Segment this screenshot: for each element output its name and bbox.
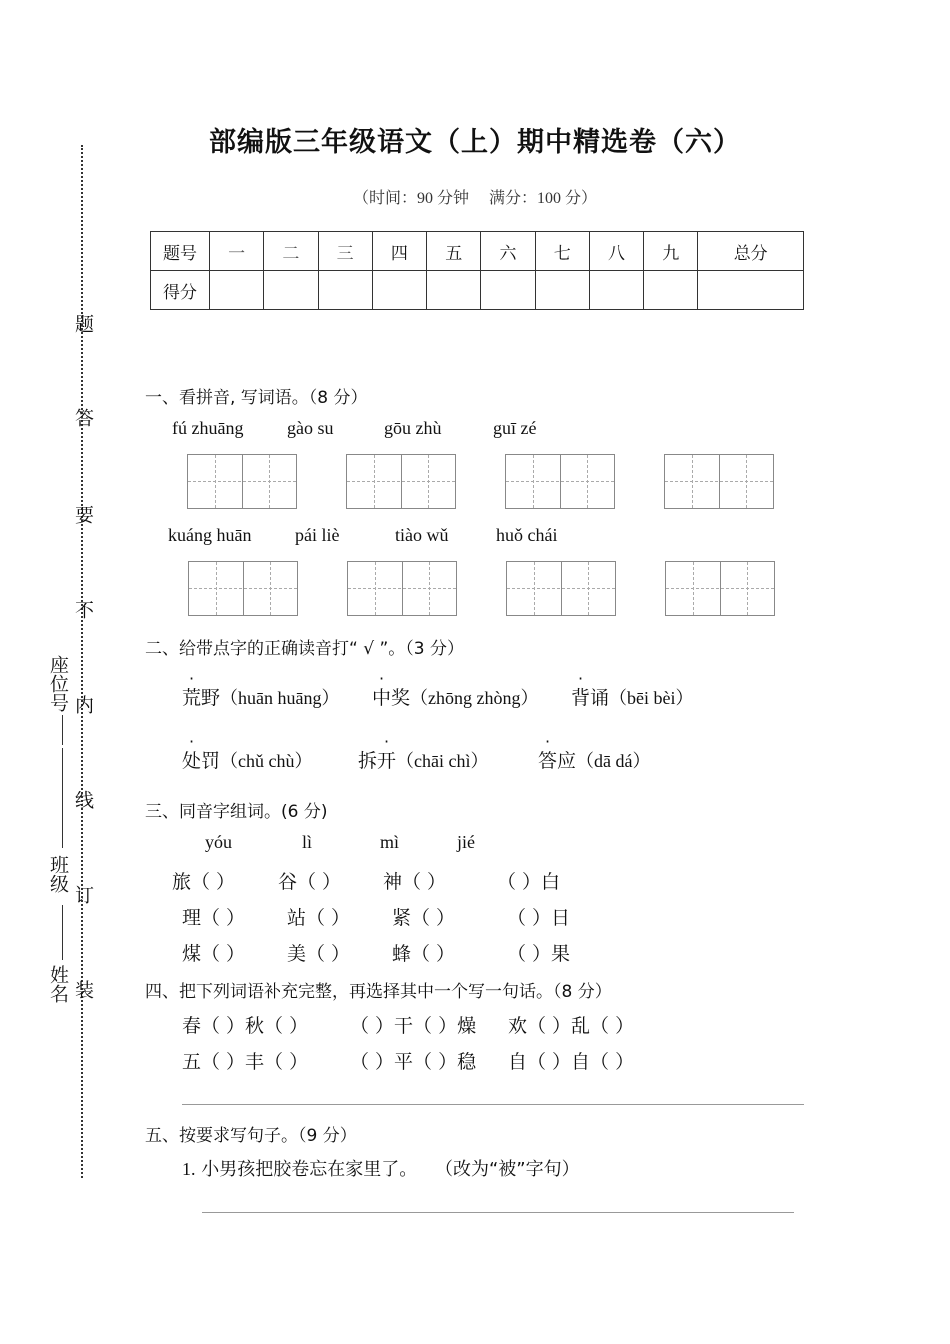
reading-options: （dā dá） <box>576 751 651 771</box>
q3-heading: 三、同音字组词。(6 分) <box>145 802 328 822</box>
dotted-char: 背 <box>571 687 591 709</box>
q3-cell[interactable]: 谷（ ） <box>278 871 342 893</box>
q4-cell[interactable]: 春（ ）秋（ ） <box>182 1015 309 1037</box>
q3-pinyin: mì <box>380 832 400 852</box>
reading-options: （chāi chì） <box>396 751 489 771</box>
score-cell[interactable] <box>210 271 264 310</box>
header-cell: 四 <box>372 232 426 271</box>
q3-cell[interactable]: （ ）日 <box>507 907 571 929</box>
q2-item[interactable] <box>571 683 694 710</box>
item-requirement: （改为“被”字句） <box>434 1159 580 1180</box>
page-title: 部编版三年级语文（上）期中精选卷（六） <box>209 127 741 158</box>
q3-cell[interactable]: 理（ ） <box>182 907 246 929</box>
q2-heading: 二、给带点字的正确读音打“ √ ”。（3 分） <box>145 639 464 659</box>
dotted-char: 荒 <box>182 687 202 709</box>
q1-pinyin: huǒ chái <box>496 525 558 545</box>
class-label: 班级 <box>47 855 69 893</box>
seat-number-label: 座位号 <box>47 655 69 712</box>
q3-cell[interactable]: （ ）白 <box>497 871 561 893</box>
score-table-score-row <box>151 271 804 310</box>
q1-heading: 一、看拼音, 写词语。（8 分） <box>145 388 368 408</box>
dotted-char: 开 <box>377 750 397 772</box>
q3-cell[interactable]: 煤（ ） <box>182 943 246 965</box>
q2-item[interactable] <box>372 683 539 710</box>
writing-grid[interactable] <box>187 454 297 509</box>
q3-cell[interactable]: 蜂（ ） <box>392 943 456 965</box>
header-cell: 八 <box>589 232 643 271</box>
q2-item[interactable] <box>182 746 313 773</box>
q1-pinyin: tiào wǔ <box>395 525 449 545</box>
q2-item[interactable] <box>538 746 651 773</box>
margin-word-da: 答 <box>72 408 94 427</box>
q3-pinyin: yóu <box>205 832 232 852</box>
dotted-char: 答 <box>538 750 558 772</box>
margin-word-nei: 内 <box>72 695 94 714</box>
header-cell: 九 <box>644 232 698 271</box>
score-cell[interactable] <box>372 271 426 310</box>
margin-word-bu: 不 <box>72 600 94 619</box>
score-cell[interactable] <box>427 271 481 310</box>
dotted-char: 中 <box>372 687 392 709</box>
header-cell: 五 <box>427 232 481 271</box>
score-table-header-row <box>151 232 804 271</box>
q3-cell[interactable]: 美（ ） <box>287 943 351 965</box>
q4-cell[interactable]: 欢（ ）乱（ ） <box>508 1015 635 1037</box>
class-line <box>62 748 63 848</box>
q4-cell[interactable]: 五（ ）丰（ ） <box>182 1051 309 1073</box>
margin-word-xian: 线 <box>72 790 94 809</box>
exam-time-info: （时间：90 分钟 满分：100 分） <box>352 190 597 207</box>
q4-cell[interactable]: （ ）干（ ）燥 <box>350 1015 477 1037</box>
writing-grid[interactable] <box>346 454 456 509</box>
q4-answer-line[interactable] <box>182 1104 804 1105</box>
writing-grid[interactable] <box>347 561 457 616</box>
q2-item[interactable] <box>182 683 340 710</box>
score-row-label: 得分 <box>151 271 210 310</box>
margin-word-ti: 题 <box>72 314 94 333</box>
dotted-char: 处 <box>182 750 202 772</box>
reading-options: （bēi bèi） <box>609 688 694 708</box>
q3-cell[interactable]: 旅（ ） <box>172 871 236 893</box>
q3-cell[interactable]: 站（ ） <box>287 907 351 929</box>
item-char: 诵 <box>590 687 610 709</box>
header-cell-total: 总分 <box>698 232 804 271</box>
item-char: 应 <box>557 750 577 772</box>
writing-grid[interactable] <box>505 454 615 509</box>
score-cell[interactable] <box>535 271 589 310</box>
writing-grid[interactable] <box>506 561 616 616</box>
margin-word-zhuang: 装 <box>72 980 94 999</box>
item-char: 奖 <box>391 687 411 709</box>
q1-pinyin: gào su <box>287 418 334 438</box>
binding-dotted-line <box>81 145 83 1178</box>
score-cell[interactable] <box>698 271 804 310</box>
score-cell[interactable] <box>644 271 698 310</box>
q1-pinyin: guī zé <box>493 418 537 438</box>
q3-cell[interactable]: 神（ ） <box>383 871 447 893</box>
writing-grid[interactable] <box>664 454 774 509</box>
score-table <box>150 231 804 310</box>
q5-item-1 <box>182 1155 580 1181</box>
q5-answer-line[interactable] <box>202 1212 794 1213</box>
header-cell: 七 <box>535 232 589 271</box>
score-cell[interactable] <box>481 271 535 310</box>
q4-cell[interactable]: 自（ ）自（ ） <box>508 1051 635 1073</box>
seat-number-line <box>62 715 63 745</box>
q1-pinyin: fú zhuāng <box>172 418 244 438</box>
name-line <box>62 905 63 960</box>
header-cell: 一 <box>210 232 264 271</box>
q4-heading: 四、把下列词语补充完整，再选择其中一个写一句话。（8 分） <box>145 982 612 1002</box>
writing-grid[interactable] <box>665 561 775 616</box>
q5-heading: 五、按要求写句子。（9 分） <box>145 1126 357 1146</box>
q2-item[interactable] <box>358 746 489 773</box>
reading-options: （zhōng zhòng） <box>410 688 539 708</box>
q4-cell[interactable]: （ ）平（ ）稳 <box>350 1051 477 1073</box>
score-cell[interactable] <box>318 271 372 310</box>
q3-pinyin: jié <box>457 832 475 852</box>
reading-options: （huān huāng） <box>220 688 340 708</box>
item-sentence: 小男孩把胶卷忘在家里了。 <box>201 1159 418 1180</box>
reading-options: （chǔ chù） <box>220 751 313 771</box>
writing-grid[interactable] <box>188 561 298 616</box>
item-number: 1. <box>182 1159 196 1179</box>
q1-pinyin: kuáng huān <box>168 525 252 545</box>
q3-cell[interactable]: （ ）果 <box>507 943 571 965</box>
item-char: 野 <box>201 687 221 709</box>
item-char: 拆 <box>358 750 378 772</box>
q3-cell[interactable]: 紧（ ） <box>392 907 456 929</box>
margin-word-yao: 要 <box>72 505 94 524</box>
header-cell: 二 <box>264 232 318 271</box>
name-label: 姓名 <box>47 965 69 1003</box>
item-char: 罚 <box>201 750 221 772</box>
header-cell-label: 题号 <box>151 232 210 271</box>
margin-word-ding: 订 <box>72 885 94 904</box>
header-cell: 六 <box>481 232 535 271</box>
q3-pinyin: lì <box>302 832 313 852</box>
score-cell[interactable] <box>589 271 643 310</box>
q1-pinyin: pái liè <box>295 525 340 545</box>
score-cell[interactable] <box>264 271 318 310</box>
header-cell: 三 <box>318 232 372 271</box>
q1-pinyin: gōu zhù <box>384 418 442 438</box>
